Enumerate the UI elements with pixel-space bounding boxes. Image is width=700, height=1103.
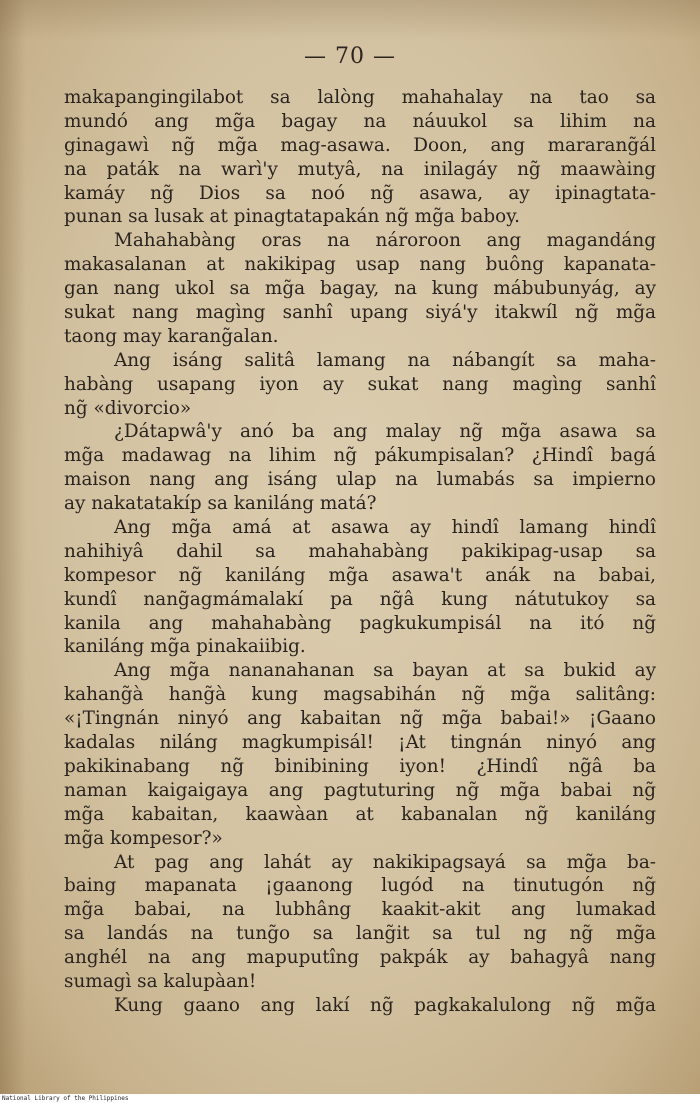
- text-line: kaniláng mg̃a pinakaiibig.: [64, 636, 306, 658]
- text-line: na paták na warì'y mutyâ, na inilagáy ng̃ maawàing: [64, 158, 656, 180]
- text-line: «¡Tingnán ninyó ang kabaitan ng̃ mg̃a babai!» ¡Gaano: [64, 708, 656, 730]
- text-line: Ang mg̃a amá at asawa ay hindî lamang hindî: [114, 517, 656, 539]
- page-shadow-top: [0, 0, 700, 40]
- body-text: [64, 86, 656, 1018]
- text-line: anghél na ang mapuputîng pakpák ay bahagyâ nang: [64, 947, 656, 969]
- text-line: maison nang ang isáng ulap na lumabás sa impierno: [64, 469, 656, 491]
- text-line: sumagì sa kalupàan!: [64, 970, 257, 992]
- text-line: gan nang ukol sa mg̃a bagay, na kung mábubunyág, ay: [64, 278, 656, 300]
- text-line: Kung gaano ang lakí ng̃ pagkakalulong ng̃ mg̃a: [114, 994, 656, 1016]
- text-line: mg̃a kabaitan, kaawàan at kabanalan ng̃ kaniláng: [64, 803, 656, 825]
- text-line: kadalas niláng magkumpisál! ¡At tingnán ninyó ang: [64, 732, 656, 754]
- text-line: At pag ang lahát ay nakikipagsayá sa mg̃a ba-: [114, 851, 656, 873]
- text-line: taong may karang̃alan.: [64, 325, 279, 347]
- text-line: habàng usapang iyon ay sukat nang magìng sanhî: [64, 373, 656, 395]
- footer-credit: National Library of the Philippines: [2, 1095, 129, 1102]
- text-line: mg̃a babai, na lubhâng kaakit-akit ang lumakad: [64, 899, 656, 921]
- text-line: nahihiyâ dahil sa mahahabàng pakikipag-usap sa: [64, 540, 656, 562]
- text-line: punan sa lusak at pinagtatapakán ng̃ mg̃a baboy.: [64, 206, 521, 228]
- text-line: mundó ang mg̃a bagay na náuukol sa lihim na: [64, 110, 656, 132]
- text-line: baing mapanata ¡gaanong lugód na tinutugón ng̃: [64, 875, 656, 897]
- text-line: naman kaigaigaya ang pagtuturing ng̃ mg̃a babai ng̃: [64, 779, 656, 801]
- text-line: sa landás na tung̃o sa lang̃it sa tul ng ng̃ mg̃a: [64, 923, 656, 945]
- text-line: mg̃a madawag na lihim ng̃ pákumpisalan? ¿Hindî bagá: [64, 445, 656, 467]
- text-line: Mahahabàng oras na nároroon ang magandáng: [114, 230, 656, 252]
- text-line: makapangingilabot sa lalòng mahahalay na tao sa: [64, 87, 656, 108]
- text-line: Ang mg̃a nananahanan sa bayan at sa bukid ay: [114, 660, 656, 682]
- page-number: — 70 —: [304, 44, 396, 69]
- footer-bar: [0, 1094, 700, 1103]
- text-line: makasalanan at nakikipag usap nang buông kapanata-: [64, 254, 656, 276]
- text-line: kamáy ng̃ Dios sa noó ng̃ asawa, ay ipinagtata-: [64, 182, 656, 204]
- text-line: ay nakatatakíp sa kaniláng matá?: [64, 493, 377, 515]
- text-line: sukat nang magìng sanhî upang siyá'y itakwíl ng̃ mg̃a: [64, 302, 656, 324]
- text-line: ¿Dátapwâ'y anó ba ang malay ng̃ mg̃a asawa sa: [114, 421, 656, 443]
- text-line: mg̃a kompesor?»: [64, 827, 223, 849]
- text-line: ginagawì ng̃ mg̃a mag-asawa. Doon, ang mararang̃ál: [64, 134, 656, 156]
- page-shadow-left: [0, 0, 26, 1094]
- text-line: Ang isáng salitâ lamang na nábangít sa maha-: [114, 349, 656, 371]
- text-line: kahang̃à hang̃à kung magsabihán ng̃ mg̃a salitâng:: [64, 684, 656, 706]
- text-line: kanila ang mahahabàng pagkukumpisál na itó ng̃: [64, 612, 656, 634]
- text-line: ng̃ «divorcio»: [64, 397, 192, 419]
- text-line: kompesor ng̃ kaniláng mg̃a asawa't anák na babai,: [64, 564, 656, 586]
- text-line: kundî nang̃agmámalakí pa ng̃â kung nátutukoy sa: [64, 588, 656, 610]
- text-line: pakikinabang ng̃ binibining iyon! ¿Hindî ng̃â ba: [64, 755, 656, 777]
